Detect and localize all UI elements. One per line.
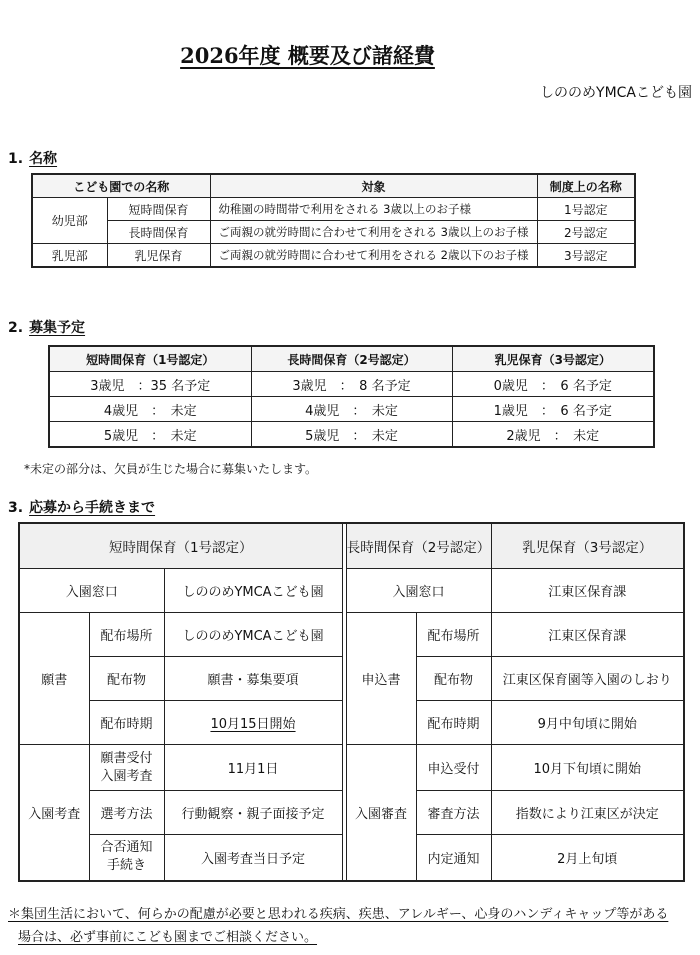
section-2-heading — [8, 317, 85, 337]
table-cell: 5歳児 ： 未定 — [251, 422, 452, 448]
cell-system: 1号認定 — [537, 198, 635, 221]
table-cell: 5歳児 ： 未定 — [49, 422, 251, 448]
section-1-heading — [8, 148, 57, 168]
footer-note-line: ＊集団生活において、何らかの配慮が必要と思われる疾病、疾患、アレルギー、心身のハンディキャップ等がある — [8, 907, 669, 922]
recruitment-table — [48, 345, 655, 448]
table-cell: 4歳児 ： 未定 — [251, 397, 452, 422]
application-group-label: 願書 — [19, 613, 89, 745]
page-title: 2026年度 概要及び諸経費 — [180, 43, 435, 68]
row-value: 2月上旬頃 — [491, 835, 684, 881]
label-line: 合否通知 — [100, 840, 153, 856]
cell-name: 長時間保育 — [107, 221, 210, 244]
row-value — [164, 701, 342, 745]
group-label: 幼児部 — [32, 198, 107, 244]
row-value: 10月下旬頃に開始 — [491, 745, 684, 791]
window-label: 入園窓口 — [19, 569, 164, 613]
table-row — [19, 745, 684, 791]
cell-target: ご両親の就労時間に合わせて利用をされる 2歳以下のお子様 — [210, 244, 537, 268]
label-line: 手続き — [106, 858, 146, 874]
cell-target: ご両親の就労時間に合わせて利用をされる 3歳以上のお子様 — [210, 221, 537, 244]
row-label: 内定通知 — [416, 835, 491, 881]
table-row — [19, 569, 684, 613]
table-cell: 4歳児 ： 未定 — [49, 397, 251, 422]
row-value: 江東区保育課 — [491, 613, 684, 657]
cell-target: 幼稚園の時間帯で利用をされる 3歳以上のお子様 — [210, 198, 537, 221]
row-value: 11月1日 — [164, 745, 342, 791]
names-table — [31, 173, 636, 268]
table-row — [32, 244, 635, 268]
table-row — [49, 397, 654, 422]
label-line: 入園考査 — [100, 768, 153, 784]
section-number: 1. — [8, 151, 24, 167]
section-number: 2. — [8, 320, 24, 336]
distribution-start-date: 10月15日開始 — [210, 717, 296, 732]
window-value: 江東区保育課 — [491, 569, 684, 613]
column-header: 対象 — [210, 174, 537, 198]
row-value: 9月中旬頃に開始 — [491, 701, 684, 745]
row-value: 願書・募集要項 — [164, 657, 342, 701]
section-title: 募集予定 — [29, 320, 86, 336]
row-label: 配布時期 — [416, 701, 491, 745]
table-cell: 3歳児 ： 8 名予定 — [251, 372, 452, 397]
header-short-time: 短時間保育（1号認定） — [19, 523, 342, 569]
section-number: 3. — [8, 500, 24, 516]
table-cell: 2歳児 ： 未定 — [452, 422, 654, 448]
table-row — [19, 613, 684, 657]
cell-name: 乳児保育 — [107, 244, 210, 268]
cell-system: 2号認定 — [537, 221, 635, 244]
column-header: 短時間保育（1号認定） — [49, 346, 251, 372]
footer-note-line: 場合は、必ず事前にこども園までご相談ください。 — [18, 930, 318, 945]
window-label: 入園窓口 — [346, 569, 491, 613]
table-cell: 3歳児 ：35 名予定 — [49, 372, 251, 397]
column-header: 制度上の名称 — [537, 174, 635, 198]
table-row — [49, 372, 654, 397]
section-title: 応募から手続きまで — [29, 500, 156, 516]
row-label: 配布場所 — [89, 613, 164, 657]
application-group-label: 申込書 — [346, 613, 416, 745]
table-header-row — [49, 346, 654, 372]
window-value: しののめYMCAこども園 — [164, 569, 342, 613]
column-header: 長時間保育（2号認定） — [251, 346, 452, 372]
table-row — [32, 221, 635, 244]
table-cell: 1歳児 ： 6 名予定 — [452, 397, 654, 422]
row-value: 入園考査当日予定 — [164, 835, 342, 881]
table-header-row — [19, 523, 684, 569]
row-value: しののめYMCAこども園 — [164, 613, 342, 657]
row-label: 配布物 — [89, 657, 164, 701]
row-label: 選考方法 — [89, 791, 164, 835]
label-line: 願書受付 — [100, 750, 153, 766]
row-value: 行動観察・親子面接予定 — [164, 791, 342, 835]
row-label: 配布物 — [416, 657, 491, 701]
header-long-time: 長時間保育（2号認定） — [346, 523, 491, 569]
header-infant: 乳児保育（3号認定） — [491, 523, 684, 569]
row-label — [89, 835, 164, 881]
table-cell: 0歳児 ： 6 名予定 — [452, 372, 654, 397]
procedure-table — [18, 522, 685, 882]
cell-system: 3号認定 — [537, 244, 635, 268]
row-value: 指数により江東区が決定 — [491, 791, 684, 835]
row-label: 配布場所 — [416, 613, 491, 657]
footer-note — [8, 903, 668, 949]
row-label: 審査方法 — [416, 791, 491, 835]
table-row — [49, 422, 654, 448]
row-label: 申込受付 — [416, 745, 491, 791]
column-header: こども園での名称 — [32, 174, 210, 198]
row-value: 江東区保育園等入園のしおり — [491, 657, 684, 701]
table-header-row — [32, 174, 635, 198]
group-label: 乳児部 — [32, 244, 107, 268]
section-3-heading — [8, 497, 155, 517]
section-title: 名称 — [29, 151, 58, 167]
row-label — [89, 745, 164, 791]
recruitment-note: *未定の部分は、欠員が生じた場合に募集いたします。 — [24, 462, 318, 476]
exam-group-label: 入園審査 — [346, 745, 416, 881]
row-label: 配布時期 — [89, 701, 164, 745]
table-row — [32, 198, 635, 221]
cell-name: 短時間保育 — [107, 198, 210, 221]
organization-name: しののめYMCAこども園 — [540, 85, 692, 101]
column-header: 乳児保育（3号認定） — [452, 346, 654, 372]
exam-group-label: 入園考査 — [19, 745, 89, 881]
